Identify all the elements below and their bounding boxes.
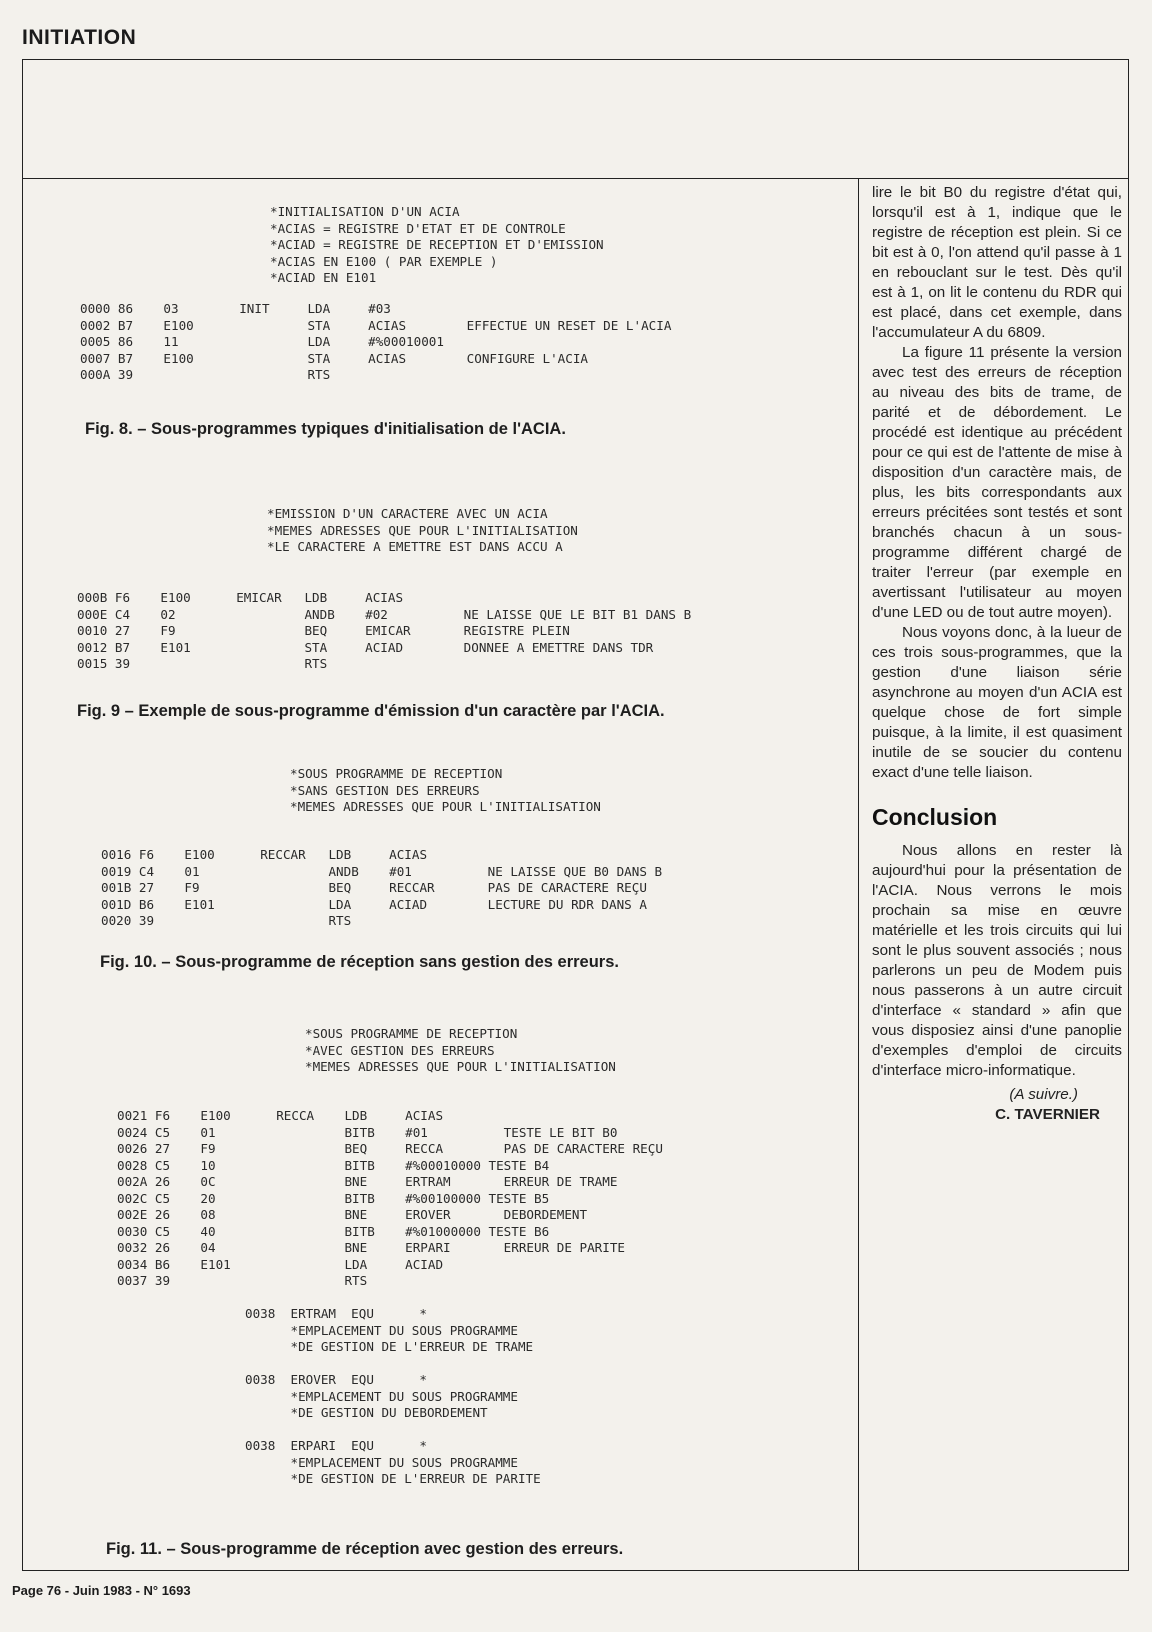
code-line: 000B F6 E100 EMICAR LDB ACIAS bbox=[77, 590, 404, 605]
page-footer: Page 76 - Juin 1983 - N° 1693 bbox=[12, 1583, 191, 1598]
code-line: *EMPLACEMENT DU SOUS PROGRAMME bbox=[245, 1388, 518, 1404]
code-line: 002E 26 08 BNE EROVER DEBORDEMENT bbox=[117, 1207, 588, 1222]
article-column bbox=[872, 183, 1122, 1125]
code-line: 0028 C5 10 BITB #%00010000 TESTE B4 bbox=[117, 1157, 550, 1173]
conclusion-paragraph: Nous allons en rester là aujourd'hui pour la présentation de l'ACIA. Nous verrons le mois prochain sa mise en œuvre matérielle et les trois circuits qui lui sont le plus souvent associés ; nous parlerons un peu de Modem puis nous passerons à un autre circuit d'interface « standard » afin que vous disposiez ainsi d'une panoplie d'exemples d'emploi de circuits d'interface micro-informatique. bbox=[872, 842, 1122, 1079]
code-line: 0000 86 03 INIT LDA #03 bbox=[80, 301, 391, 316]
fig11-caption: Fig. 11. – Sous-programme de réception avec gestion des erreurs. bbox=[106, 1540, 624, 1558]
code-line: 0019 C4 01 ANDB #01 NE LAISSE QUE B0 DANS B bbox=[101, 863, 663, 879]
article-paragraph: lire le bit B0 du registre d'état qui, lorsqu'il est à 1, indique que le registre de réception est plein. Si ce bit est à 0, l'on attend qu'il passe à 1 en rebouclant sur le test. Dès qu'il est à 1, on lit le contenu du RDR qui est placé, dans cet exemple, dans l'accumulateur A du 6809. bbox=[872, 184, 1122, 341]
fig11-code bbox=[117, 1108, 663, 1290]
fig9-comments bbox=[267, 506, 578, 556]
fig10-comments bbox=[290, 766, 601, 816]
code-line: *EMPLACEMENT DU SOUS PROGRAMME bbox=[245, 1322, 518, 1338]
frame-divider-horizontal bbox=[22, 178, 1129, 179]
code-line: 0010 27 F9 BEQ EMICAR REGISTRE PLEIN bbox=[77, 623, 570, 638]
code-line: 0015 39 RTS bbox=[77, 656, 328, 671]
fig8-comments bbox=[270, 204, 604, 287]
code-line: 0020 39 RTS bbox=[101, 913, 352, 928]
code-line: 0021 F6 E100 RECCA LDB ACIAS bbox=[117, 1108, 444, 1123]
frame-divider-vertical bbox=[858, 178, 859, 1571]
code-line: 0026 27 F9 BEQ RECCA PAS DE CARACTERE REÇU bbox=[117, 1141, 663, 1156]
fig9-caption: Fig. 9 – Exemple de sous-programme d'émission d'un caractère par l'ACIA. bbox=[77, 702, 665, 720]
fig10-code bbox=[101, 847, 662, 930]
article-paragraph: Nous voyons donc, à la lueur de ces trois sous-programmes, que la gestion d'une liaison série asynchrone au moyen d'un ACIA est quelque chose de fort simple puisque, à la limite, il est quasiment inutile de se soucier du contenu exact d'une telle liaison. bbox=[872, 624, 1122, 781]
code-line: 000A 39 RTS bbox=[80, 367, 331, 382]
code-line: *ACIAS EN E100 ( PAR EXEMPLE ) bbox=[270, 253, 498, 269]
code-line: *EMPLACEMENT DU SOUS PROGRAMME bbox=[245, 1454, 518, 1470]
code-line: 0002 B7 E100 STA ACIAS EFFECTUE UN RESET DE L'ACIA bbox=[80, 317, 672, 333]
fig8-code bbox=[80, 301, 671, 384]
code-line: 001D B6 E101 LDA ACIAD LECTURE DU RDR DANS A bbox=[101, 896, 647, 912]
fig10-caption: Fig. 10. – Sous-programme de réception sans gestion des erreurs. bbox=[100, 953, 619, 971]
fig11-comments bbox=[305, 1026, 616, 1076]
code-line: *AVEC GESTION DES ERREURS bbox=[305, 1042, 495, 1058]
code-line: *MEMES ADRESSES QUE POUR L'INITIALISATION bbox=[305, 1059, 616, 1074]
code-line: 0038 ERTRAM EQU * bbox=[245, 1306, 427, 1321]
section-title: INITIATION bbox=[22, 26, 137, 49]
code-line: *MEMES ADRESSES QUE POUR L'INITIALISATION bbox=[267, 522, 578, 538]
code-line: 0038 EROVER EQU * bbox=[245, 1372, 427, 1387]
to-be-continued: (A suivre.) bbox=[1009, 1086, 1078, 1103]
article-paragraph: La figure 11 présente la version avec test des erreurs de réception au niveau des bits de trame, de parité et de débordement. Le procédé est identique au précédent pour ce qui est de l'attente de mise à disposition d'un caractère mais, de plus, les bits correspondants aux erreurs précitées sont testés et sont branchés chacun à un sous-programme différent chargé de traiter l'erreur (par exemple en avertissant l'utilisateur au moyen d'une LED ou de tout autre moyen). bbox=[872, 344, 1122, 621]
code-line: 0034 B6 E101 LDA ACIAD bbox=[117, 1256, 444, 1272]
code-line: *ACIAD = REGISTRE DE RECEPTION ET D'EMISSION bbox=[270, 237, 604, 252]
code-line: 0030 C5 40 BITB #%01000000 TESTE B6 bbox=[117, 1223, 550, 1239]
code-line: 0007 B7 E100 STA ACIAS CONFIGURE L'ACIA bbox=[80, 350, 588, 366]
code-line: *INITIALISATION D'UN ACIA bbox=[270, 204, 460, 219]
code-line: *DE GESTION DU DEBORDEMENT bbox=[245, 1405, 488, 1420]
code-line: 0016 F6 E100 RECCAR LDB ACIAS bbox=[101, 847, 428, 862]
fig11-equ-block bbox=[245, 1438, 541, 1488]
code-line: 0032 26 04 BNE ERPARI ERREUR DE PARITE bbox=[117, 1240, 625, 1255]
code-line: *MEMES ADRESSES QUE POUR L'INITIALISATION bbox=[290, 799, 601, 814]
code-line: 0012 B7 E101 STA ACIAD DONNEE A EMETTRE DANS TDR bbox=[77, 639, 654, 655]
fig8-caption: Fig. 8. – Sous-programmes typiques d'initialisation de l'ACIA. bbox=[85, 420, 566, 438]
code-line: 000E C4 02 ANDB #02 NE LAISSE QUE LE BIT B1 DANS B bbox=[77, 606, 692, 622]
code-line: *ACIAS = REGISTRE D'ETAT ET DE CONTROLE bbox=[270, 220, 566, 236]
fig11-equ-block bbox=[245, 1372, 518, 1422]
code-line: *LE CARACTERE A EMETTRE EST DANS ACCU A bbox=[267, 539, 563, 554]
code-line: *DE GESTION DE L'ERREUR DE TRAME bbox=[245, 1339, 534, 1354]
code-line: 001B 27 F9 BEQ RECCAR PAS DE CARACTERE REÇU bbox=[101, 880, 647, 895]
code-line: *SOUS PROGRAMME DE RECEPTION bbox=[305, 1026, 518, 1041]
conclusion-heading: Conclusion bbox=[872, 804, 998, 830]
code-line: 0024 C5 01 BITB #01 TESTE LE BIT B0 bbox=[117, 1124, 618, 1140]
code-line: 0005 86 11 LDA #%00010001 bbox=[80, 334, 444, 349]
author-name: C. TAVERNIER bbox=[995, 1106, 1100, 1123]
code-line: *ACIAD EN E101 bbox=[270, 270, 377, 285]
fig9-code bbox=[77, 590, 691, 673]
fig11-equ-block bbox=[245, 1306, 533, 1356]
code-line: *DE GESTION DE L'ERREUR DE PARITE bbox=[245, 1471, 541, 1486]
code-line: 0038 ERPARI EQU * bbox=[245, 1438, 427, 1453]
code-line: 002A 26 0C BNE ERTRAM ERREUR DE TRAME bbox=[117, 1174, 618, 1189]
code-line: *SOUS PROGRAMME DE RECEPTION bbox=[290, 766, 503, 781]
code-line: 0037 39 RTS bbox=[117, 1273, 368, 1288]
code-line: 002C C5 20 BITB #%00100000 TESTE B5 bbox=[117, 1190, 550, 1206]
code-line: *SANS GESTION DES ERREURS bbox=[290, 782, 480, 798]
code-line: *EMISSION D'UN CARACTERE AVEC UN ACIA bbox=[267, 506, 548, 521]
